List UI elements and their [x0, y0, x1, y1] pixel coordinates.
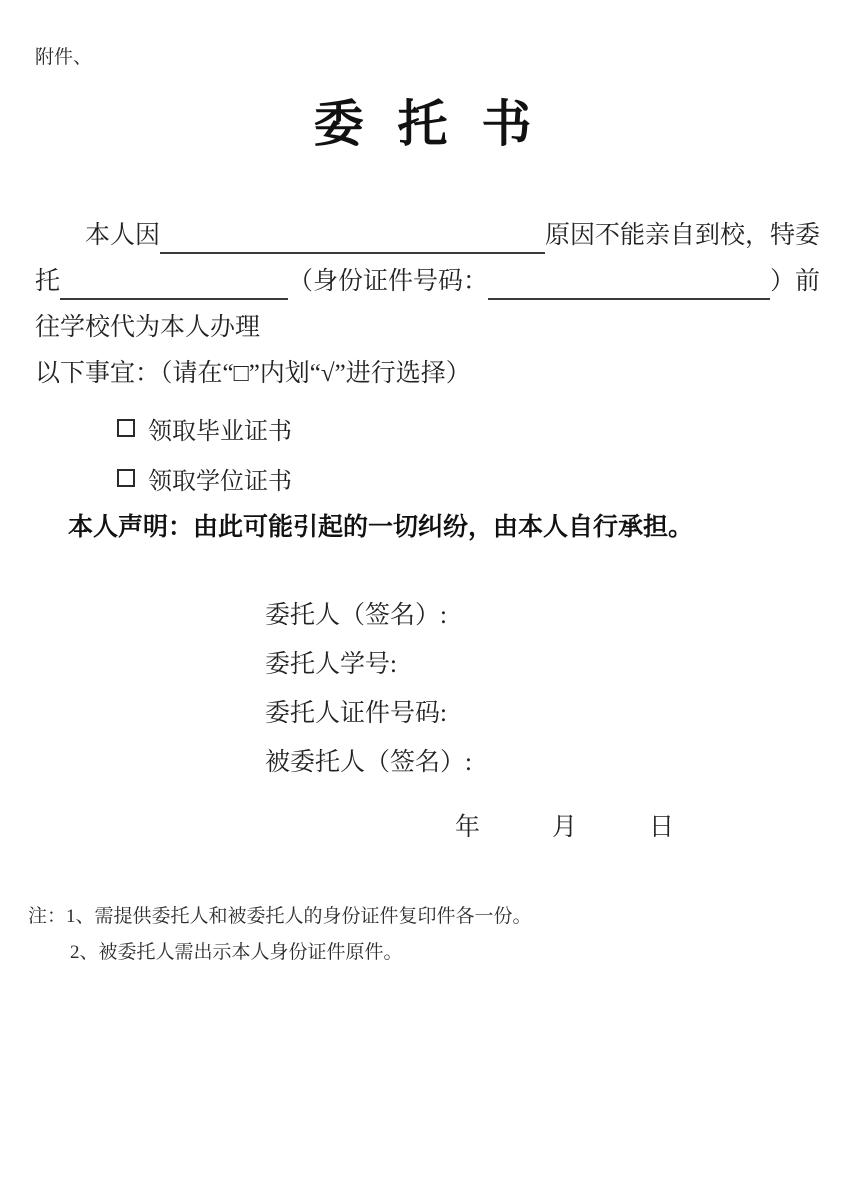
footnote-1 — [28, 899, 820, 935]
paragraph-line-1 — [35, 213, 820, 259]
option-list — [35, 413, 820, 493]
paragraph-line-4 — [35, 351, 820, 397]
paragraph-line-2 — [35, 259, 820, 305]
principal-student-id-label: 委托人学号: — [265, 651, 397, 678]
degree-checkbox[interactable] — [117, 469, 135, 487]
signature-block — [35, 591, 820, 787]
trustee-name-blank-field[interactable] — [60, 266, 288, 300]
line1-suffix-text: 原因不能亲自到校，特委 — [544, 222, 820, 249]
id-number-blank-field[interactable] — [488, 266, 770, 300]
day-label: 日 — [649, 814, 675, 841]
principal-id-number-label: 委托人证件号码: — [265, 700, 447, 727]
option-diploma-row — [117, 413, 820, 443]
date-line — [35, 813, 820, 843]
line1-prefix-text: 本人因 — [85, 222, 161, 249]
principal-signature-label: 委托人（签名）: — [265, 602, 447, 629]
paragraph-line-3 — [35, 305, 820, 351]
line2-mid-text: （身份证件号码： — [288, 268, 489, 295]
attachment-label: 附件、 — [35, 47, 93, 68]
footnote-prefix: 注： — [28, 906, 67, 927]
line3-text: 往学校代为本人办理 — [35, 314, 261, 341]
month-label: 月 — [552, 814, 578, 841]
line4-text: 以下事宜：（请在“□”内划“√”进行选择） — [35, 360, 471, 387]
reason-blank-field[interactable] — [160, 220, 545, 254]
diploma-checkbox[interactable] — [117, 419, 135, 437]
year-label: 年 — [455, 814, 481, 841]
footnotes — [28, 899, 820, 971]
body-paragraph — [35, 213, 820, 397]
option-degree-row — [117, 463, 820, 493]
trustee-signature-label: 被委托人（签名）: — [265, 749, 472, 776]
footnote-2 — [28, 935, 820, 971]
degree-checkbox-label: 领取学位证书 — [148, 467, 292, 495]
line2-suffix-text: ）前 — [769, 268, 820, 295]
page-title: 委 托 书 — [313, 96, 542, 152]
footnote-1-text: 1、需提供委托人和被委托人的身份证件复印件各一份。 — [66, 906, 532, 927]
diploma-checkbox-label: 领取毕业证书 — [148, 417, 292, 445]
footnote-2-text: 2、被委托人需出示本人身份证件原件。 — [70, 942, 403, 963]
declaration-text: 本人声明：由此可能引起的一切纠纷，由本人自行承担。 — [68, 514, 694, 541]
line2-prefix-text: 托 — [35, 268, 61, 295]
